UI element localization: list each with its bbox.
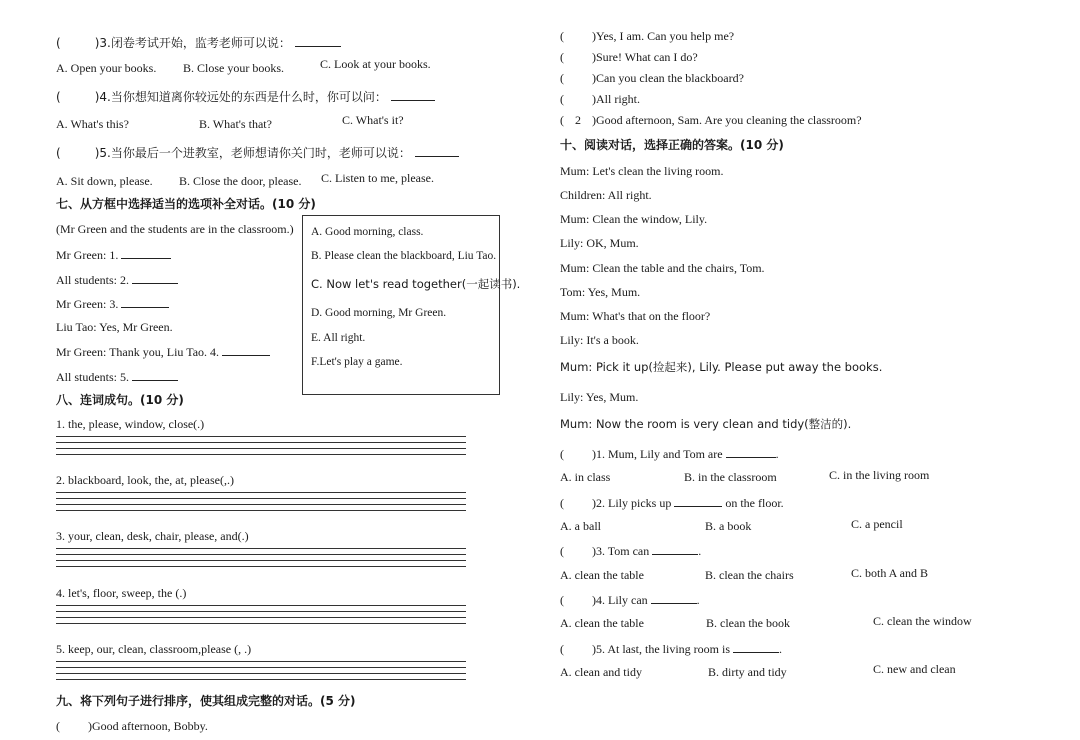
answer-paren[interactable]: ( [560,71,564,85]
answer-paren[interactable]: ( [56,719,60,733]
answer-paren[interactable]: ( [560,642,564,656]
order-item: ( )All right. [560,92,640,106]
box-option: A. Good morning, class. [311,226,424,238]
writing-lines[interactable] [56,436,466,460]
answer-blank[interactable] [651,593,697,604]
answer-blank[interactable] [726,447,776,458]
order-item: ( )Yes, I am. Can you help me? [560,29,735,43]
reading-line: Lily: Yes, Mum. [560,390,639,404]
option-c: C. in the living room [829,468,930,482]
reading-line: Mum: Now the room is very clean and tidy(整洁的). [560,417,852,431]
sentence-item: 1. the, please, window, close(.) [56,417,205,431]
dialog-line: Mr Green: 1. [56,248,171,261]
option-b: B. Close the door, please. [179,174,302,188]
dialog-line: All students: 2. [56,273,178,286]
dialog-line: Liu Tao: Yes, Mr Green. [56,320,173,334]
section-9-title: 九、将下列句子进行排序，使其组成完整的对话。(5 分) [56,694,356,708]
dialog-line: All students: 5. [56,370,178,383]
reading-line: Lily: It's a book. [560,333,639,347]
option-c: C. clean the window [873,614,972,628]
paren-close: ) [94,36,100,50]
option-a: A. a ball [560,519,601,533]
section-8-title: 八、连词成句。(10 分) [56,393,184,407]
reading-line: Mum: Clean the table and the chairs, Tom. [560,261,765,275]
reading-question: ( )3. Tom can . [560,544,702,558]
option-a: A. Sit down, please. [56,174,153,188]
option-a: A. clean the table [560,568,644,582]
question-text: 4.当你想知道离你较远处的东西是什么时，你可以问： [99,90,387,104]
dialog-line: Mr Green: Thank you, Liu Tao. 4. [56,345,270,358]
option-b: B. clean the chairs [705,568,794,582]
answer-blank[interactable] [132,273,178,284]
reading-line: Mum: Clean the window, Lily. [560,212,708,226]
answer-paren[interactable]: ( [560,496,564,510]
box-option: D. Good morning, Mr Green. [311,307,447,319]
reading-line: Tom: Yes, Mum. [560,285,641,299]
answer-blank[interactable] [132,370,178,381]
answer-paren[interactable]: ( [560,447,564,461]
sentence-item: 5. keep, our, clean, classroom,please (, .) [56,642,252,656]
section-7-title: 七、从方框中选择适当的选项补全对话。(10 分) [56,197,316,211]
option-c: C. What's it? [342,113,404,127]
option-c: C. Listen to me, please. [321,171,434,185]
question-text: 3.闭卷考试开始，监考老师可以说： [99,36,291,50]
answer-paren[interactable]: ( [56,36,61,50]
answer-paren[interactable]: ( [560,50,564,64]
option-a: A. clean and tidy [560,665,642,679]
option-a: A. What's this? [56,117,129,131]
answer-blank[interactable] [121,248,171,259]
sentence-item: 4. let's, floor, sweep, the (.) [56,586,187,600]
reading-question: ( )2. Lily picks up on the floor. [560,496,784,510]
writing-lines[interactable] [56,492,466,516]
answer-blank[interactable] [121,297,169,308]
option-b: B. Close your books. [183,61,285,75]
option-b: B. What's that? [199,117,272,131]
order-item: ( 2 )Good afternoon, Sam. Are you cleaning the classroom? [560,113,862,127]
question-5 [56,146,459,159]
answer-paren[interactable]: ( [56,90,61,104]
option-b: B. in the classroom [684,470,777,484]
order-item: ( )Good afternoon, Bobby. [56,719,208,733]
paren-close: ) [94,90,100,104]
option-c: C. both A and B [851,566,929,580]
reading-line: Mum: Let's clean the living room. [560,164,724,178]
answer-paren[interactable]: ( [560,544,564,558]
order-item: ( )Can you clean the blackboard? [560,71,744,85]
question-text: 5.当你最后一个进教室，老师想请你关门时，老师可以说： [99,146,411,160]
option-c: C. new and clean [873,662,956,676]
option-c: C. a pencil [851,517,903,531]
option-a: A. in class [560,470,611,484]
writing-lines[interactable] [56,605,466,629]
answer-blank[interactable] [652,544,698,555]
sentence-item: 3. your, clean, desk, chair, please, and(.) [56,529,249,543]
answer-blank[interactable] [733,642,779,653]
option-b: B. a book [705,519,752,533]
option-b: B. clean the book [706,616,790,630]
reading-line: Mum: What's that on the floor? [560,309,711,323]
paren-close: ) [94,146,100,160]
reading-line: Lily: OK, Mum. [560,236,639,250]
writing-lines[interactable] [56,548,466,572]
reading-line: Children: All right. [560,188,652,202]
answer-paren[interactable]: ( [56,146,61,160]
answer-blank[interactable] [674,496,722,507]
box-option: F.Let's play a game. [311,356,403,368]
option-c: C. Look at your books. [320,57,431,71]
option-a: A. Open your books. [56,61,157,75]
options-box [302,215,521,395]
sentence-item: 2. blackboard, look, the, at, please(,.) [56,473,234,487]
question-4 [56,90,435,103]
answer-blank[interactable] [415,146,459,157]
answer-blank[interactable] [391,90,435,101]
writing-lines[interactable] [56,661,466,685]
box-option: B. Please clean the blackboard, Liu Tao. [311,250,497,262]
reading-line: Mum: Pick it up(捡起来), Lily. Please put away the books. [560,360,883,374]
option-b: B. dirty and tidy [708,665,787,679]
order-item: ( )Sure! What can I do? [560,50,698,64]
option-a: A. clean the table [560,616,644,630]
box-option: E. All right. [311,332,366,344]
dialog-line: Mr Green: 3. [56,297,169,310]
answer-paren[interactable]: ( [560,593,564,607]
reading-question: ( )1. Mum, Lily and Tom are . [560,447,779,461]
question-3 [56,36,341,49]
answer-paren[interactable]: ( [560,29,564,43]
reading-question: ( )4. Lily can . [560,593,700,607]
answer-blank[interactable] [222,345,270,356]
answer-paren[interactable]: ( [560,113,564,127]
section-7-intro: (Mr Green and the students are in the classroom.) [56,222,294,236]
section-10-title: 十、阅读对话，选择正确的答案。(10 分) [560,138,784,152]
box-option: C. Now let's read together(一起读书). [311,277,521,291]
reading-question: ( )5. At last, the living room is . [560,642,782,656]
answer-paren[interactable]: ( [560,92,564,106]
answer-blank[interactable] [295,36,341,47]
